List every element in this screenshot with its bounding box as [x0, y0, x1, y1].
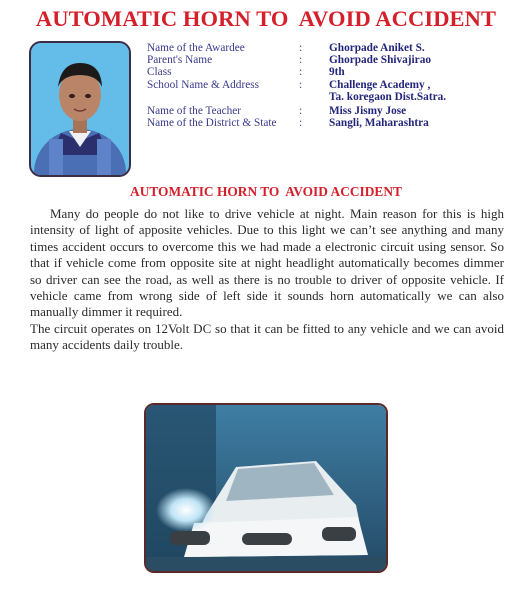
info-value: Ta. koregaon Dist.Satra. [329, 90, 447, 103]
info-value: Miss Jismy Jose [329, 104, 407, 117]
info-label: Name of the Awardee [147, 42, 245, 54]
info-value: Ghorpade Shivajirao [329, 54, 431, 67]
info-value: 9th [329, 66, 345, 79]
info-separator: : [299, 78, 303, 91]
project-photo [144, 403, 388, 573]
info-label: Class [147, 66, 172, 79]
info-label: Parent's Name [147, 54, 213, 67]
info-value: Challenge Academy , [329, 78, 431, 91]
info-label: Name of the District & State [147, 117, 277, 130]
info-value: Ghorpade Aniket S. [329, 42, 425, 54]
paragraph: The circuit operates on 12Volt DC so that it can be fitted to any vehicle and we can avoid many accidents daily trouble. [30, 320, 504, 353]
awardee-portrait-image [31, 43, 129, 175]
info-separator: : [299, 104, 303, 117]
awardee-photo [29, 41, 131, 177]
info-separator: : [299, 42, 303, 54]
article-body [30, 206, 504, 354]
info-value: Sangli, Maharashtra [329, 117, 429, 130]
info-label: Name of the Teacher [147, 104, 242, 117]
info-separator: : [299, 117, 303, 130]
main-title: AUTOMATIC HORN TO AVOID ACCIDENT [35, 6, 497, 31]
section-title: AUTOMATIC HORN TO AVOID ACCIDENT [130, 184, 402, 199]
info-separator: : [299, 54, 303, 67]
paragraph: Many do people do not like to drive vehicle at night. Main reason for this is high intensity of light of apposite vehicles. Due to this light we can’t see anything and many times accident occurs to overcome this we had made a electronic circuit using sensor. So that if vehicle come from opposite site at night headlight automatically becomes dimmer so driver can see the road, as well as there is no trouble to driver of opposite vehicle. If vehicle came from wrong side of left side it sounds horn automatically we can also manually dimmer it required. [30, 206, 504, 320]
info-separator: : [299, 66, 303, 79]
car-model-image [146, 405, 386, 571]
info-label: School Name & Address [147, 78, 260, 91]
